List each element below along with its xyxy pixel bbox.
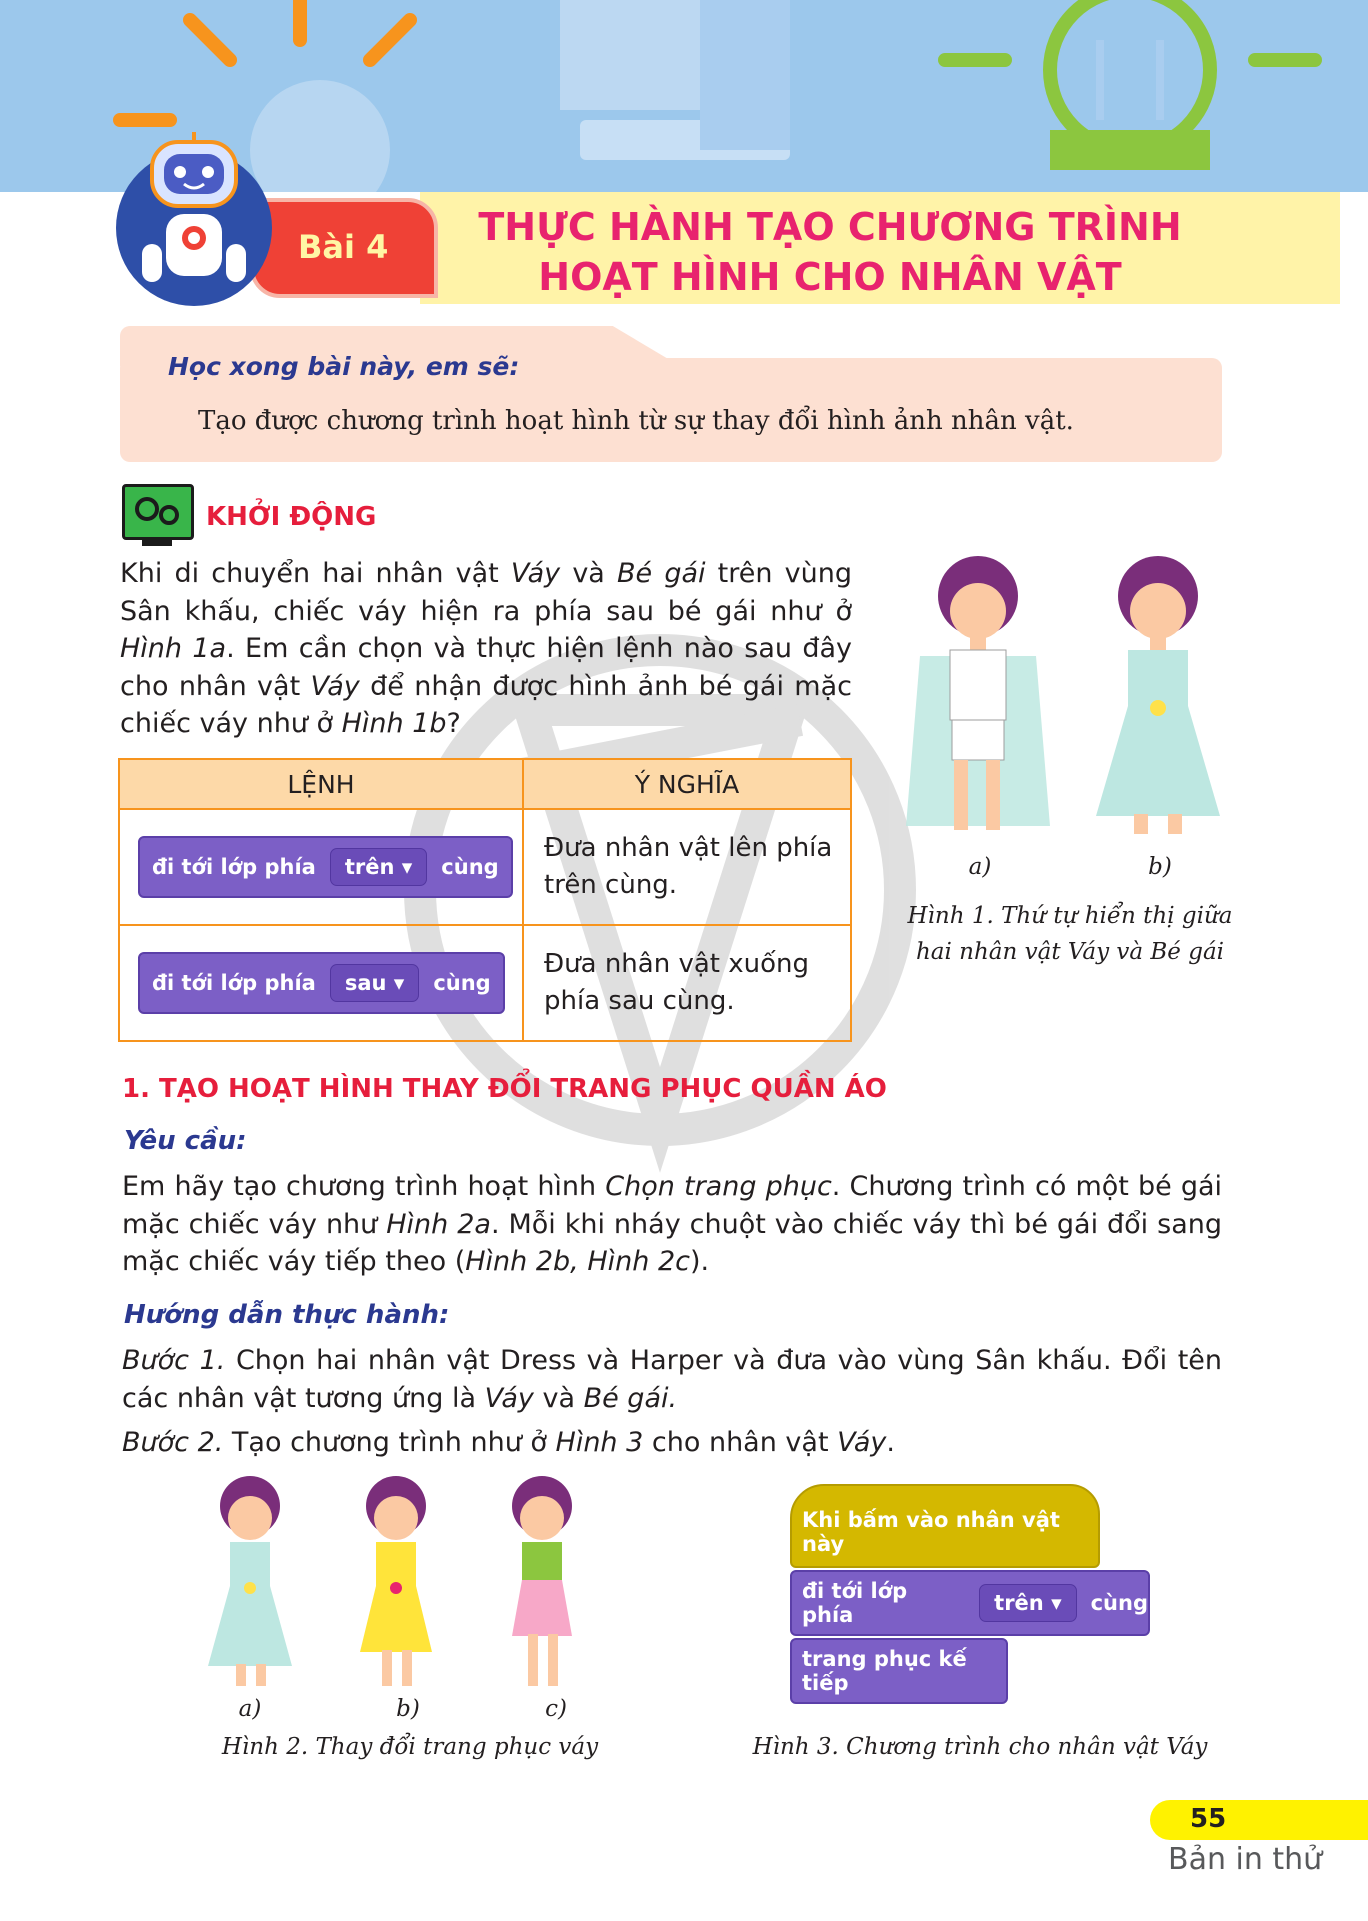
text-run-italic: Hình 1b	[341, 708, 447, 739]
text-run-italic: Bé gái.	[583, 1382, 678, 1414]
text-run: .	[886, 1427, 895, 1458]
caption-line: hai nhân vật Váy và Bé gái	[915, 939, 1225, 965]
block-suffix: cùng	[1090, 1591, 1148, 1615]
figure2-label-a: a)	[238, 1696, 262, 1722]
hat-block-label: Khi bấm vào nhân vật này	[802, 1508, 1060, 1556]
figure2-label-c: c)	[545, 1696, 567, 1722]
step-label: Bước 1.	[122, 1345, 226, 1376]
step1-paragraph	[122, 1342, 1222, 1417]
lesson-label: Bài 4	[298, 228, 389, 266]
next-costume-block[interactable]	[790, 1638, 1008, 1704]
layer-dropdown[interactable]	[330, 848, 427, 886]
table-cell-meaning: Đưa nhân vật lên phía trên cùng.	[523, 809, 851, 925]
figure1-label-a: a)	[968, 854, 992, 880]
caption-line: Hình 1. Thứ tự hiển thị giữa	[907, 903, 1233, 929]
command-table	[118, 758, 852, 1042]
text-run: ).	[689, 1246, 710, 1277]
monitor-stand	[142, 538, 172, 546]
block-suffix: cùng	[433, 971, 491, 995]
table-row	[119, 809, 851, 925]
lesson-tag	[250, 198, 438, 298]
robot-mascot-icon	[114, 128, 274, 308]
page-number-badge	[1150, 1800, 1368, 1840]
layer-dropdown[interactable]	[330, 964, 419, 1002]
block-label: trang phục kế tiếp	[802, 1647, 967, 1695]
warmup-paragraph	[120, 555, 852, 743]
text-run: trên vùng Sân khấu, chiếc váy hiện ra phía sau bé gái như ở	[120, 558, 852, 627]
text-run: ?	[446, 708, 461, 739]
dropdown-value: trên	[344, 855, 395, 879]
when-clicked-hat-block[interactable]	[790, 1484, 1100, 1568]
dropdown-value: sau	[344, 971, 387, 995]
goto-front-layer-block[interactable]	[790, 1570, 1150, 1636]
step-label: Bước 2.	[122, 1427, 224, 1458]
text-run-italic: Váy	[510, 558, 561, 589]
text-run: cho nhân vật	[643, 1427, 838, 1458]
dropdown-value: trên	[994, 1591, 1044, 1615]
figure2-caption: Hình 2. Thay đổi trang phục váy	[221, 1734, 599, 1760]
caret-down-icon: ▾	[1051, 1591, 1062, 1615]
page-number: 55	[1190, 1804, 1227, 1834]
text-run-italic: Váy	[837, 1427, 887, 1458]
lesson-title	[440, 202, 1220, 302]
layer-dropdown[interactable]	[979, 1584, 1076, 1622]
text-run-italic: Váy	[484, 1382, 534, 1414]
figure3-caption: Hình 3. Chương trình cho nhân vật Váy	[752, 1734, 1208, 1760]
block-suffix: cùng	[441, 855, 499, 879]
table-cell-command	[119, 809, 523, 925]
block-prefix: đi tới lớp phía	[152, 855, 316, 879]
text-run-italic: Hình 2a	[386, 1208, 491, 1240]
text-run-italic: Hình 1a	[120, 633, 227, 664]
table-cell-meaning: Đưa nhân vật xuống phía sau cùng.	[523, 925, 851, 1041]
title-line-1: THỰC HÀNH TẠO CHƯƠNG TRÌNH	[478, 205, 1182, 249]
text-run-italic: Váy	[310, 670, 360, 702]
text-run: và	[533, 1382, 584, 1414]
text-run-italic: Bé gái	[617, 558, 706, 589]
draft-label: Bản in thử	[1168, 1842, 1323, 1877]
table-header-command: LỆNH	[119, 759, 523, 809]
text-run: . Chương trình có một bé gái mặc chiếc váy như	[122, 1171, 1223, 1240]
table-row	[119, 925, 851, 1041]
warmup-heading: KHỞI ĐỘNG	[206, 502, 377, 532]
caret-down-icon: ▾	[393, 971, 405, 995]
goto-front-block[interactable]	[138, 836, 513, 898]
text-run: . Mỗi khi nháy chuột vào chiếc váy thì bé gái đổi sang mặc chiếc váy tiếp theo (	[122, 1208, 1222, 1277]
text-run: Tạo chương trình như ở	[223, 1427, 556, 1458]
figure1-caption	[880, 898, 1260, 970]
text-run-italic: Hình 2b, Hình 2c	[465, 1246, 690, 1277]
objectives-text: Tạo được chương trình hoạt hình từ sự thay đổi hình ảnh nhân vật.	[198, 406, 1074, 436]
table-header-row	[119, 759, 851, 809]
guide-heading: Hướng dẫn thực hành:	[124, 1300, 450, 1330]
text-run: để nhận được hình ảnh bé gái mặc chiếc váy như ở	[120, 670, 852, 739]
goto-back-block[interactable]	[138, 952, 505, 1014]
section1-heading: 1. TẠO HOẠT HÌNH THAY ĐỔI TRANG PHỤC QUẦN ÁO	[122, 1074, 887, 1104]
table-header-meaning: Ý NGHĨA	[523, 759, 851, 809]
requirement-paragraph	[122, 1168, 1222, 1281]
block-prefix: đi tới lớp phía	[152, 971, 316, 995]
text-run: Khi di chuyển hai nhân vật	[120, 558, 511, 589]
requirement-heading: Yêu cầu:	[124, 1126, 247, 1156]
text-run: Em hãy tạo chương trình hoạt hình	[122, 1171, 606, 1202]
figure2-label-b: b)	[396, 1696, 420, 1722]
text-run: Chọn hai nhân vật Dress và Harper và đưa vào vùng Sân khấu. Đổi tên các nhân vật tương ứng là	[122, 1345, 1222, 1414]
table-cell-command	[119, 925, 523, 1041]
objectives-heading: Học xong bài này, em sẽ:	[168, 352, 520, 381]
figure2-illustration	[200, 1476, 620, 1690]
caret-down-icon: ▾	[401, 855, 413, 879]
text-run: và	[560, 558, 618, 589]
title-line-2: HOẠT HÌNH CHO NHÂN VẬT	[538, 255, 1122, 299]
figure1-illustration	[900, 556, 1260, 846]
text-run-italic: Chọn trang phục	[605, 1171, 832, 1202]
gears-icon	[122, 484, 194, 540]
step2-paragraph	[122, 1424, 1222, 1462]
figure1-label-b: b)	[1148, 854, 1172, 880]
block-prefix: đi tới lớp phía	[802, 1579, 908, 1627]
text-run: . Em cần chọn và thực hiện lệnh nào sau đây cho nhân vật	[120, 633, 853, 702]
text-run-italic: Hình 3	[555, 1427, 644, 1458]
